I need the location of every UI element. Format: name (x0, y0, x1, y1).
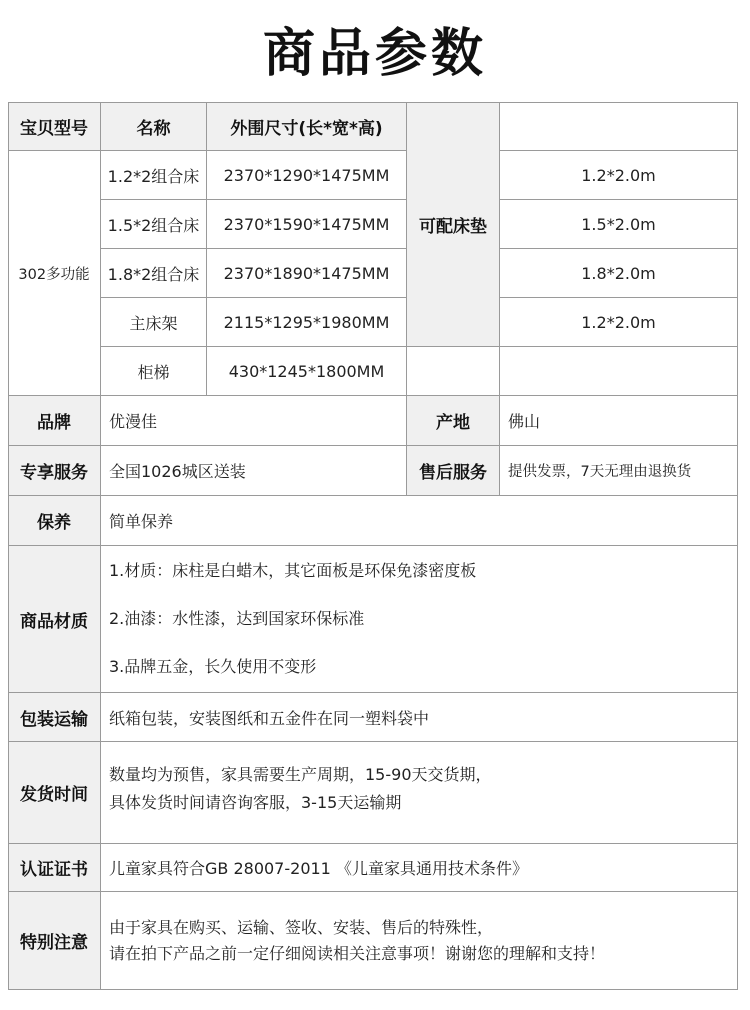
mattress-value: 1.2*2.0m (500, 151, 738, 200)
product-size: 2370*1290*1475MM (207, 151, 407, 200)
delivery-line: 具体发货时间请咨询客服，3-15天运输期 (109, 792, 402, 812)
service-label: 专享服务 (8, 446, 101, 496)
page-title: 商品参数 (262, 24, 487, 84)
material-line: 1.材质：床柱是白蜡木，其它面板是环保免漆密度板 (109, 561, 477, 580)
brand-value: 优漫佳 (101, 396, 407, 446)
header-size: 外围尺寸(长*宽*高) (207, 102, 407, 151)
material-line: 3.品牌五金，长久使用不变形 (109, 657, 317, 676)
model-value: 302多功能 (8, 151, 101, 396)
mattress-label: 可配床垫 (407, 102, 500, 347)
product-size: 430*1245*1800MM (207, 347, 407, 396)
origin-value: 佛山 (500, 396, 738, 446)
after-sales-value: 提供发票，7天无理由退换货 (500, 446, 738, 496)
packaging-label: 包装运输 (8, 693, 101, 742)
material-label: 商品材质 (8, 546, 101, 693)
mattress-empty (500, 347, 738, 396)
packaging-value: 纸箱包装，安装图纸和五金件在同一塑料袋中 (101, 693, 738, 742)
delivery-value (101, 742, 738, 844)
material-value (101, 546, 738, 693)
header-model: 宝贝型号 (8, 102, 101, 151)
material-line: 2.油漆：水性漆，达到国家环保标准 (109, 609, 365, 628)
product-name: 柜梯 (101, 347, 207, 396)
mattress-empty (407, 347, 500, 396)
certification-label: 认证证书 (8, 844, 101, 892)
product-size: 2115*1295*1980MM (207, 298, 407, 347)
origin-label: 产地 (407, 396, 500, 446)
service-value: 全国1026城区送装 (101, 446, 407, 496)
delivery-line: 数量均为预售，家具需要生产周期，15-90天交货期， (109, 764, 492, 784)
product-name: 主床架 (101, 298, 207, 347)
delivery-label: 发货时间 (8, 742, 101, 844)
notice-label: 特别注意 (8, 892, 101, 990)
product-name: 1.5*2组合床 (101, 200, 207, 249)
notice-value (101, 892, 738, 990)
header-name: 名称 (101, 102, 207, 151)
mattress-header-empty (500, 102, 738, 151)
product-size: 2370*1890*1475MM (207, 249, 407, 298)
notice-line: 请在拍下产品之前一定仔细阅读相关注意事项！谢谢您的理解和支持！ (109, 943, 606, 963)
mattress-value: 1.8*2.0m (500, 249, 738, 298)
mattress-value: 1.2*2.0m (500, 298, 738, 347)
brand-label: 品牌 (8, 396, 101, 446)
after-sales-label: 售后服务 (407, 446, 500, 496)
product-name: 1.2*2组合床 (101, 151, 207, 200)
care-value: 简单保养 (101, 496, 738, 546)
notice-line: 由于家具在购买、运输、签收、安装、售后的特殊性， (109, 917, 494, 937)
product-name: 1.8*2组合床 (101, 249, 207, 298)
product-params-table (8, 102, 738, 990)
care-label: 保养 (8, 496, 101, 546)
product-size: 2370*1590*1475MM (207, 200, 407, 249)
mattress-value: 1.5*2.0m (500, 200, 738, 249)
certification-value: 儿童家具符合GB 28007-2011 《儿童家具通用技术条件》 (101, 844, 738, 892)
